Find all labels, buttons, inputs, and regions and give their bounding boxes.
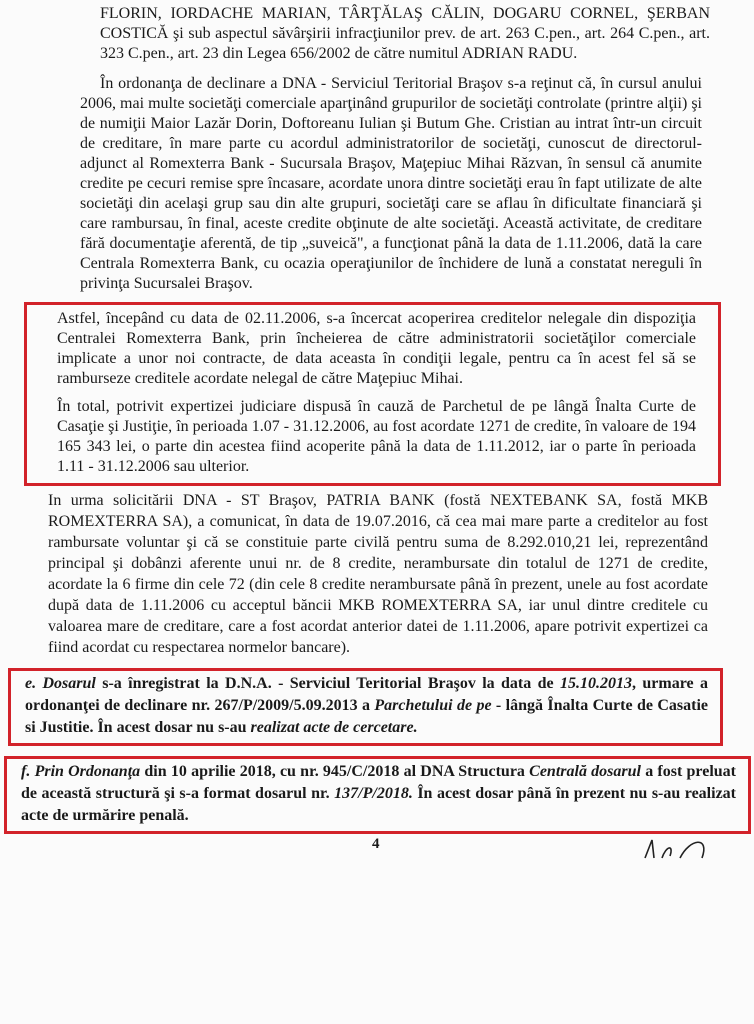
text-italic: realizat acte de cercetare. [250, 719, 418, 736]
text: din 10 aprilie 2018, cu nr. 945/C/2018 al DNA Structura [140, 763, 530, 780]
text: În acest dosar până în prezent nu s-au realizat acte de urmărire penală. [21, 785, 737, 824]
item-label-e: e. [25, 675, 37, 692]
text-italic: Dosarul [42, 675, 96, 692]
paragraph-expertise-total: În total, potrivit expertizei judiciare dispusă în cauză de Parchetul de pe lângă Înalta Curte de Casaţie şi Justiţie, în perioada 1.07 - 31.12.2006, au fost acordate 1271 de credite, în valoare de 194 165 343 lei, o parte din acestea fiind acoperite până la data de 1.11.2012, iar o parte în perioada 1.11 - 31.12.2006 sau ulterior. [57, 398, 696, 475]
signature-icon [640, 836, 730, 860]
paragraph-e [11, 673, 720, 739]
text: , urmare a ordonanţei de declinare nr. 267/P/2009/5.09.2013 a [25, 675, 709, 714]
paragraph-patria-bank: In urma solicitării DNA - ST Braşov, PATRIA BANK (fostă NEXTEBANK SA, fostă MKB ROMEXTERRA SA), a comunicat, în data de 19.07.2016, că cea mai mare parte a creditelor au fost rambursate voluntar şi că se constituie parte civilă pentru suma de 8.292.010,21 lei, reprezentând principal şi dobânzi aferente unui nr. de 8 credite, nerambursate din totalul de 1271 de credite, acordate la 6 firme din cele 72 (din cele 8 credite nerambursate până în prezent, unele au fost acordate după data de 1.11.2006 cu acceptul băncii MKB ROMEXTERRA SA, iar unul dintre creditele cu valoarea mare de creditare, care a fost acordat anterior datei de 1.11.2006, apare potrivit expertizei ca fiind acordat cu respectarea normelor bancare). [48, 492, 708, 656]
paragraph-names-and-charges: FLORIN, IORDACHE MARIAN, TÂRŢĂLAŞ CĂLIN, DOGARU CORNEL, ŞERBAN COSTICĂ şi sub aspectul săvârşirii infracţiunilor prev. de art. 263 C.pen., art. 264 C.pen., art. 323 C.pen., art. 23 din Legea 656/2002 de către numitul ADRIAN RADU. [100, 5, 710, 62]
text-italic: Prin Ordonanţa [34, 763, 141, 780]
item-label-f: f. [21, 763, 31, 780]
text: a fost preluat de această structură şi s-a format dosarul nr. [21, 763, 737, 802]
text-italic: 137/P/2018. [334, 785, 413, 802]
paragraph-declination-order: În ordonanţa de declinare a DNA - Serviciul Teritorial Braşov s-a reţinut că, în cursul anului 2006, mai multe societăţi comerciale aparţinând grupurilor de societăţi controlate (printre alţii) şi de numiţii Maior Lazăr Dorin, Doftoreanu Iulian şi Butum Ghe. Cristian au intrat într-un circuit de creditare, în mare parte cu acordul administratorilor de societăţi, cunoscut de directorul-adjunct al Romexterra Bank - Sucursala Braşov, Maţepiuc Mihai Răzvan, în sensul că anumite credite pe cecuri remise spre încasare, acordate unora dintre societăţi erau în fapt utilizate de alte societăţi din acelaşi grup sau din alte grupuri, societăţi care se aflau în dificultate financiară şi care rambursau, în final, aceste credite obţinute de alte societăţi. Această activitate, de creditare fără documentaţie aferentă, de tip „suveică", a funcţionat până la data de 1.11.2006, dată la care Centrala Romexterra Bank, cu ocazia operaţiunilor de închidere de lună a constatat nereguli în privinţa Sucursalei Braşov. [80, 75, 702, 292]
highlighted-box-f [4, 756, 751, 834]
page-footer [0, 836, 754, 860]
text-italic: Parchetului de pe [374, 697, 492, 714]
highlighted-box-credits [24, 302, 721, 486]
text-italic: Centrală dosarul [529, 763, 641, 780]
text: - lângă Înalta Curte de Casatie si Justitie. În acest dosar nu s-au [25, 697, 708, 736]
text-italic: 15.10.2013 [560, 675, 633, 692]
text: s-a înregistrat la D.N.A. - Serviciul Teritorial Braşov la data de [95, 675, 561, 692]
page-number: 4 [372, 836, 380, 852]
highlighted-box-e [8, 668, 723, 746]
paragraph-f [7, 761, 748, 827]
paragraph-credit-coverage: Astfel, începând cu data de 02.11.2006, s-a încercat acoperirea creditelor nelegale din dispoziţia Centralei Romexterra Bank, prin încheierea de către administratorii societăţilor comerciale implicate a unor noi contracte, de data aceasta în condiţii legale, pentru ca în acest fel să se ramburseze creditele acordate nelegal de către Maţepiuc Mihai. [57, 310, 696, 387]
